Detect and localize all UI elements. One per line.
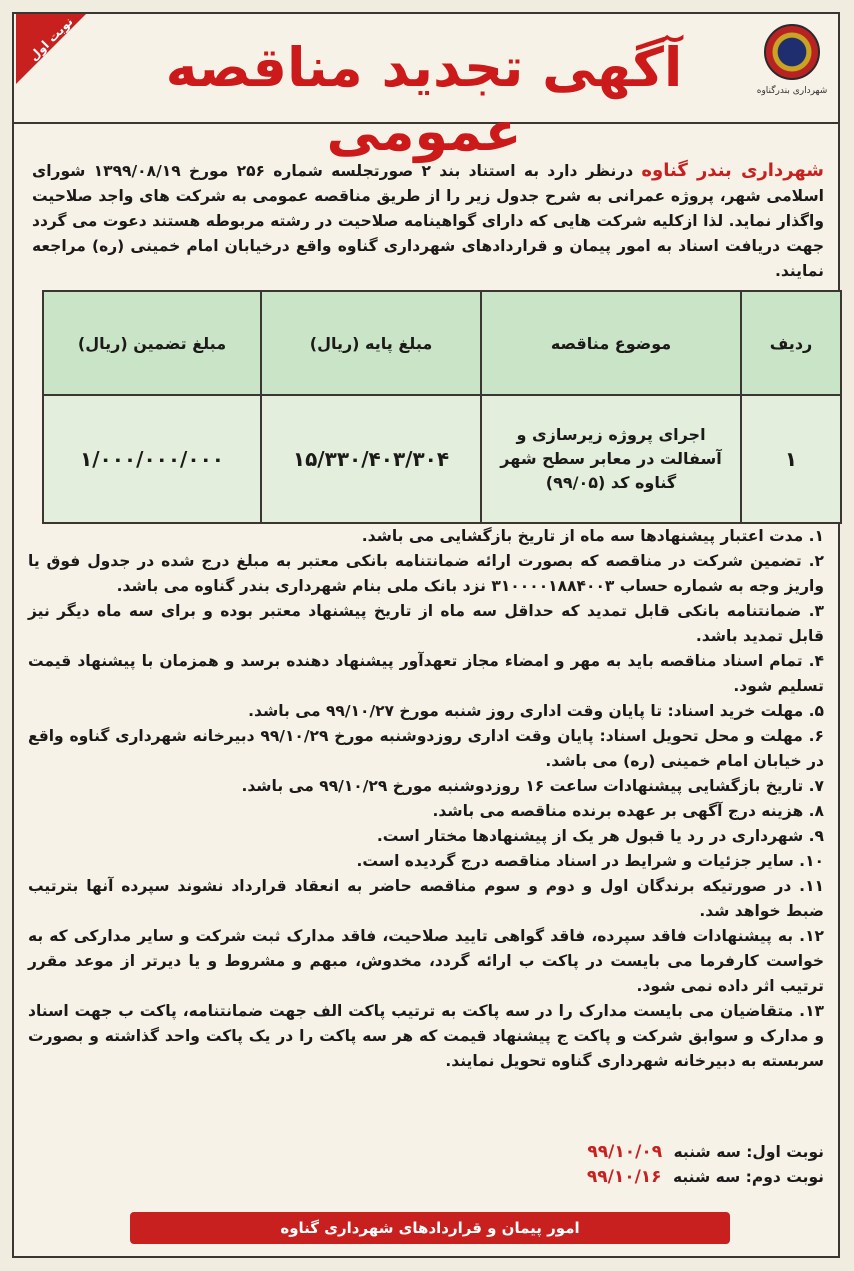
table-row: [43, 395, 841, 523]
list-item: ۲. تضمین شرکت در مناقصه که بصورت ارائه ضمانتنامه بانکی معتبر به مبلغ درج شده در جدول فوق یا واریز وجه به شماره حساب ۳۱۰۰۰۰۱۸۸۴۰۰۳ نزد بانک ملی بنام شهرداری بندر گناوه می باشد.: [28, 552, 824, 595]
list-item: ۱. مدت اعتبار پیشنهادها سه ماه از تاریخ بازگشایی می باشد.: [361, 527, 824, 545]
list-item: ۳. ضمانتنامه بانکی قابل تمدید که حداقل سه ماه از تاریخ پیشنهاد معتبر بوده و برای سه ماه دیگر نیز قابل تمدید باشد.: [28, 602, 824, 645]
first-turn: [587, 1140, 824, 1165]
cell-row-number: ۱: [741, 395, 841, 523]
emblem-icon: [764, 24, 820, 80]
turn-badge: [16, 14, 86, 84]
second-turn: [587, 1165, 824, 1190]
list-item: ۶. مهلت و محل تحویل اسناد: پایان وقت اداری روزدوشنبه مورخ ۹۹/۱۰/۲۹ دبیرخانه شهرداری گناوه واقع در خیابان امام خمینی (ره) می باشد.: [28, 727, 824, 770]
list-item: ۱۰. سایر جزئیات و شرایط در اسناد مناقصه درج گردیده است.: [356, 852, 824, 870]
col-header-base-amount: مبلغ پایه (ریال): [261, 291, 481, 395]
list-item: ۵. مهلت خرید اسناد: تا پایان وقت اداری روز شنبه مورخ ۹۹/۱۰/۲۷ می باشد.: [248, 702, 824, 720]
first-turn-date: ۹۹/۱۰/۰۹: [587, 1142, 663, 1162]
intro-text: درنظر دارد به استناد بند ۲ صورتجلسه شماره ۲۵۶ مورخ ۱۳۹۹/۰۸/۱۹ شورای اسلامی شهر، پروژه عمرانی به شرح جدول زیر را از طریق مناقصه عمومی به شرکت های واجد صلاحیت واگذار نماید. لذا ازکلیه شرکت هایی که دارای گواهینامه صلاحیت در رشته مربوطه هستند دعوت می گردد جهت دریافت اسناد به امور پیمان و قراردادهای شهرداری گناوه واقع درخیابان امام خمینی (ره) مراجعه نمایند.: [32, 162, 824, 280]
first-turn-label: نوبت اول: سه شنبه: [673, 1143, 824, 1161]
conditions-list: [28, 524, 824, 1074]
second-turn-date: ۹۹/۱۰/۱۶: [586, 1167, 662, 1187]
page-title: آگهی تجدید مناقصه عمومی: [165, 36, 683, 163]
footer-banner: امور پیمان و قراردادهای شهرداری گناوه: [130, 1212, 730, 1244]
second-turn-label: نوبت دوم: سه شنبه: [672, 1168, 824, 1186]
logo-caption: شهرداری بندرگناوه: [756, 86, 828, 96]
list-item: ۱۳. متقاضیان می بایست مدارک را در سه پاکت به ترتیب پاکت الف جهت ضمانتنامه، پاکت ب جهت اسناد و مدارک و سوابق شرکت و پاکت ج پیشنهاد قیمت که هر سه پاکت را در یک پاکت واحد گذاشته و بصورت سربسته به دبیرخانه شهرداری گناوه تحویل نمایند.: [28, 1002, 824, 1070]
list-item: ۱۲. به پیشنهادات فاقد سپرده، فاقد گواهی تایید صلاحیت، فاقد مدارک ثبت شرکت و سایر مدارکی که به خواست کارفرما می بایست در پاکت ب ارائه گردد، مخدوش، مبهم و مشروط و یا دیرتر از موعد مقرر ترتیب اثر داده نمی شود.: [28, 927, 824, 995]
cell-guarantee-amount: ۱/۰۰۰/۰۰۰/۰۰۰: [43, 395, 261, 523]
list-item: ۱۱. در صورتیکه برندگان اول و دوم و سوم مناقصه حاضر به انعقاد قرارداد نشوند سپرده آنها بترتیب ضبط خواهد شد.: [28, 877, 824, 920]
col-header-row: ردیف: [741, 291, 841, 395]
intro-city: شهرداری بندر گناوه: [641, 160, 824, 181]
municipality-logo: [754, 24, 830, 114]
list-item: ۸. هزینه درج آگهی بر عهده برنده مناقصه می باشد.: [432, 802, 824, 820]
cell-subject: اجرای پروژه زیرسازی و آسفالت در معابر سطح شهر گناوه کد (۹۹/۰۵): [481, 395, 741, 523]
col-header-subject: موضوع مناقصه: [481, 291, 741, 395]
table-header-row: [43, 291, 841, 395]
tender-table: [42, 290, 842, 524]
turn-badge-label: نوبت اول: [26, 14, 76, 64]
cell-base-amount: ۱۵/۳۳۰/۴۰۳/۳۰۴: [261, 395, 481, 523]
header: [14, 14, 838, 163]
intro-paragraph: [32, 158, 824, 284]
publication-dates: [587, 1140, 824, 1190]
list-item: ۷. تاریخ بازگشایی پیشنهادات ساعت ۱۶ روزدوشنبه مورخ ۹۹/۱۰/۲۹ می باشد.: [241, 777, 824, 795]
col-header-guarantee: مبلغ تضمین (ریال): [43, 291, 261, 395]
list-item: ۴. تمام اسناد مناقصه باید به مهر و امضاء مجاز تعهدآور پیشنهاد دهنده برسد و همزمان با پیشنهاد قیمت تسلیم شود.: [28, 652, 824, 695]
list-item: ۹. شهرداری در رد یا قبول هر یک از پیشنهادها مختار است.: [376, 827, 824, 845]
